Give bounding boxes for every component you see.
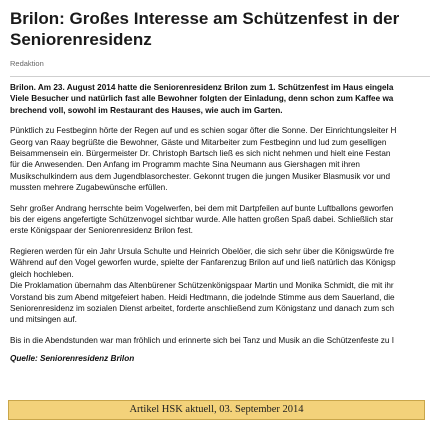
paragraph-line: Seniorenresidenz im sozialen Dienst arbeitet, forderte anschließend zum Königstanz und danach zum sch [10,303,395,313]
article-title-line: Seniorenresidenz [10,30,152,49]
lead-line: Viele Besucher und natürlich fast alle Bewohner folgten der Einladung, denn schon zum Kaffee wa [10,94,394,104]
lead-line: Brilon. Am 23. August 2014 hatte die Seniorenresidenz Brilon zum 1. Schützenfest im Haus eingela [10,83,394,92]
paragraph-line: erste Königspaar der Seniorenresidenz Brilon fest. [10,226,193,236]
article-author: Redaktion [10,59,44,68]
article [10,8,430,363]
article-source: Quelle: Seniorenresidenz Brilon [10,354,135,364]
paragraph-3 [10,246,430,326]
paragraph-line: Pünktlich zu Festbeginn hörte der Regen auf und es schien sogar öfter die Sonne. Der Einrichtungsleiter H [10,126,397,136]
paragraph-1 [10,125,430,193]
paragraph-line: bis der eigens angefertigte Schützenvogel sichtbar wurde. Alle hatten großen Spaß dabei. Schließlich star [10,215,394,225]
paragraph-2 [10,203,430,237]
divider [10,76,430,77]
paragraph-line: Die Proklamation übernahm das Altenbürener Schützenkönigspaar Martin und Monika Schmidt, die mit ihr [10,281,394,291]
paragraph-line: und mitsingen auf. [10,315,77,325]
article-lead [10,82,430,116]
article-caption: Artikel HSK aktuell, 03. September 2014 [8,400,425,420]
paragraph-line: Sehr großer Andrang herrschte beim Vogelwerfen, bei dem mit Dartpfeilen auf bunte Luftballons geworfen [10,203,394,213]
paragraph-line: Regieren werden für ein Jahr Ursula Schulte und Heinrich Obelöer, die sich sehr über die Königswürde fre [10,246,395,256]
paragraph-line: Während auf den Vogel geworfen wurde, spielte der Fanfarenzug Brilon auf und ließ natürlich das Königsp [10,258,396,268]
paragraph-line: Vorstand bis zum Abend mitgefeiert haben. Heidi Hedtmann, die jodelnde Stimme aus dem Sauerland, die [10,292,395,302]
paragraph-line: gleich hochleben. [10,269,74,279]
article-title [10,8,430,50]
paragraph-line: Bis in die Abendstunden war man fröhlich und erinnerte sich bei Tanz und Musik an die Schützenfeste zu I [10,335,394,345]
paragraph-4 [10,335,430,346]
paragraph-line: für die Anwesenden. Den Anfang im Programm machte Sina Neumann aus Giershagen mit ihren [10,160,360,170]
paragraph-line: Georg van Raay begrüßte die Bewohner, Gäste und Mitarbeiter zum Festbeginn und lud zum geselligen [10,137,387,147]
paragraph-line: mussten mehrere Zugabewünsche erfüllen. [10,183,168,193]
paragraph-line: Beisammensein ein. Bürgermeister Dr. Christoph Bartsch ließ es sich nicht nehmen und hielt eine Festan [10,149,391,159]
article-title-line: Brilon: Großes Interesse am Schützenfest in der [10,9,400,28]
paragraph-line: Musikschulkindern aus dem Jugendblasorchester. Gekonnt trugen die jungen Musiker Blasmusik vor und [10,171,391,181]
lead-line: brechend voll, sowohl im Restaurant des Hauses, wie auch im Garten. [10,105,283,115]
